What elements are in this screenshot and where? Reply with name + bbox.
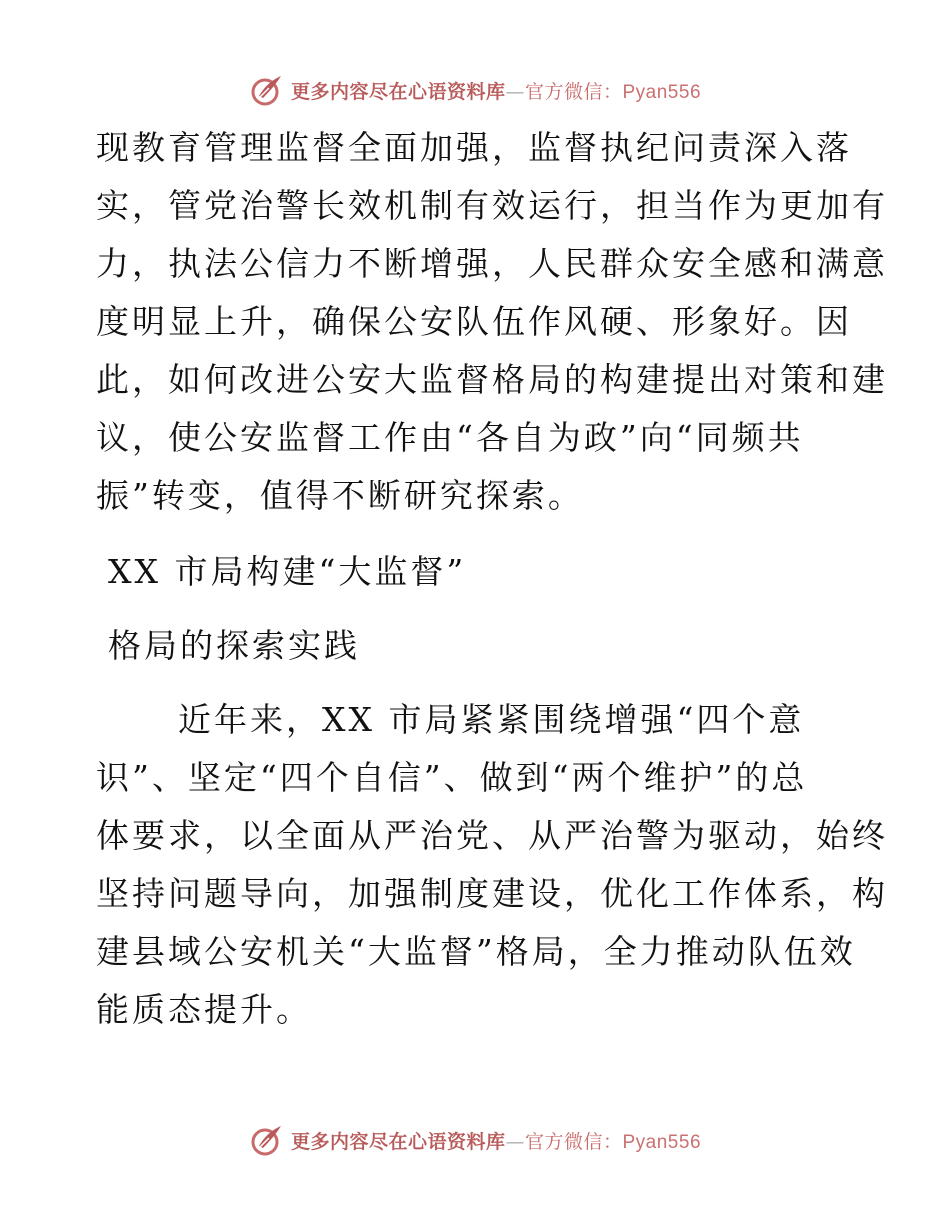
watermark-wechat-label: 官方微信： <box>524 1130 623 1153</box>
watermark-text <box>291 1127 701 1154</box>
text-line: 实，管党治警长效机制有效运行，担当作为更加有 <box>96 186 888 225</box>
text-line: 识”、坚定“四个自信”、做到“两个维护”的总 <box>96 758 808 797</box>
text-line: 现教育管理监督全面加强，监督执纪问责深入落 <box>96 128 852 167</box>
text-line: 振”转变，值得不断研究探索。 <box>96 476 584 515</box>
text-line: 坚持问题导向，加强制度建设，优化工作体系，构 <box>96 874 888 913</box>
heading-line-1: XX 市局构建“大监督” <box>108 552 467 591</box>
text-line: 体要求，以全面从严治党、从严治警为驱动，始终 <box>96 816 888 855</box>
text-line: 能质态提升。 <box>96 990 312 1029</box>
quill-pen-logo-icon <box>249 1122 285 1158</box>
watermark-wechat-id: Pyan556 <box>622 81 702 103</box>
watermark-wechat-label: 官方微信： <box>524 80 623 103</box>
text-line: 力，执法公信力不断增强，人民群众安全感和满意 <box>96 244 888 283</box>
text-line: 度明显上升，确保公安队伍作风硬、形象好。因 <box>96 302 852 341</box>
quill-pen-logo-icon <box>249 72 285 108</box>
watermark-wechat-id: Pyan556 <box>622 1131 702 1153</box>
text-line: 此，如何改进公安大监督格局的构建提出对策和建 <box>96 360 888 399</box>
watermark-chinese: 更多内容尽在心语资料库 <box>290 1130 506 1153</box>
text-line: 近年来，XX 市局紧紧围绕增强“四个意 <box>178 700 805 739</box>
watermark-dash: — <box>505 1130 525 1153</box>
watermark-text <box>291 77 701 104</box>
heading-line-2: 格局的探索实践 <box>108 626 360 665</box>
watermark-chinese: 更多内容尽在心语资料库 <box>290 80 506 103</box>
footer-watermark <box>0 1120 950 1160</box>
text-line: 议，使公安监督工作由“各自为政”向“同频共 <box>96 418 804 457</box>
watermark-dash: — <box>505 80 525 103</box>
text-line: 建县域公安机关“大监督”格局，全力推动队伍效 <box>96 932 856 971</box>
header-watermark <box>0 70 950 110</box>
